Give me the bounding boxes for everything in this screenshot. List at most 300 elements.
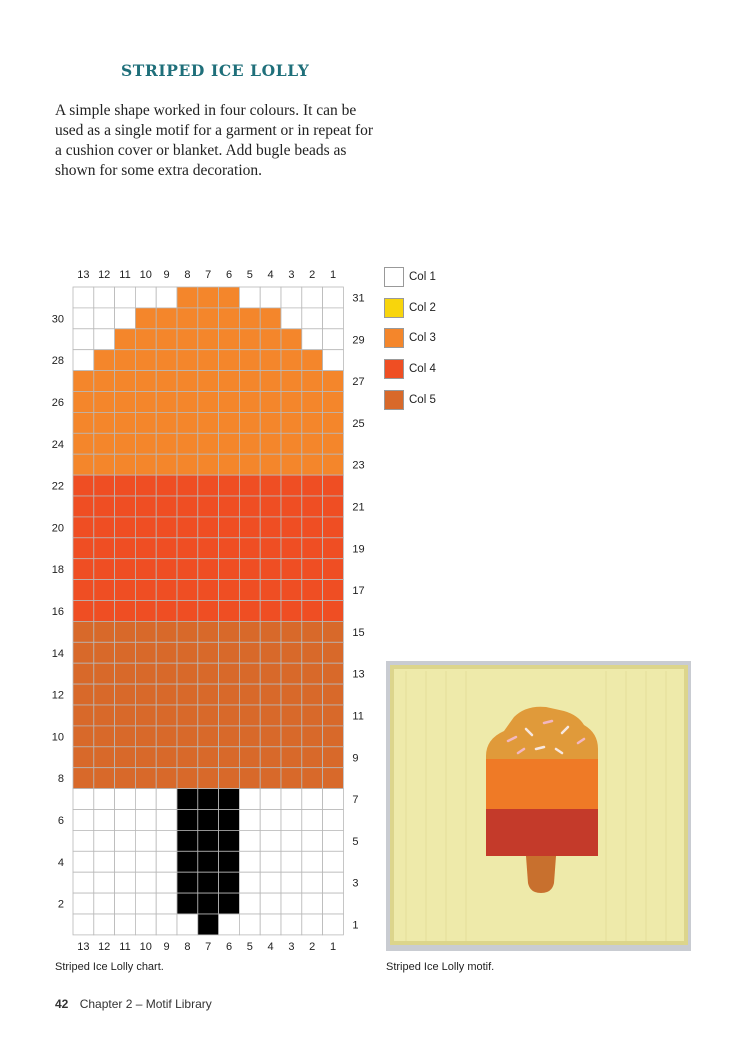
column-label: 4 <box>267 269 274 281</box>
chart-cell <box>219 747 240 768</box>
chart-cell <box>94 559 115 580</box>
column-label: 1 <box>329 269 337 281</box>
chart-cell <box>260 412 281 433</box>
chart-cell <box>115 329 136 350</box>
chart-cell <box>239 287 260 308</box>
chart-cell <box>94 308 115 329</box>
chart-cell <box>135 705 156 726</box>
legend-item <box>384 358 436 380</box>
column-label: 8 <box>184 940 191 953</box>
chart-cell <box>281 287 302 308</box>
chart-cell <box>94 642 115 663</box>
chart-cell <box>198 621 219 642</box>
chart-cell <box>260 601 281 622</box>
chart-cell <box>94 475 115 496</box>
chart-cell <box>73 392 94 413</box>
chart-cell <box>302 580 323 601</box>
chart-cell <box>94 789 115 810</box>
chart-cell <box>73 810 94 831</box>
chart-cell <box>73 663 94 684</box>
chart-cell <box>115 830 136 851</box>
chart-cell <box>219 559 240 580</box>
row-label: 25 <box>352 417 365 430</box>
chart-cell <box>115 287 136 308</box>
chart-cell <box>260 621 281 642</box>
chart-cell <box>156 663 177 684</box>
chart-cell <box>156 475 177 496</box>
row-label: 26 <box>51 396 64 409</box>
chart-cell <box>302 705 323 726</box>
chart-cell <box>281 538 302 559</box>
chart-cell <box>239 747 260 768</box>
chart-cell <box>135 872 156 893</box>
chart-cell <box>177 350 198 371</box>
chart-cell <box>219 851 240 872</box>
chart-cell <box>115 872 136 893</box>
chart-cell <box>302 810 323 831</box>
chart-cell <box>177 726 198 747</box>
chart-cell <box>94 872 115 893</box>
chart-cell <box>177 392 198 413</box>
chart-cell <box>73 726 94 747</box>
chart-cell <box>219 893 240 914</box>
chart-cell <box>156 684 177 705</box>
chart-cell <box>239 475 260 496</box>
chart-cell <box>156 851 177 872</box>
chart-cell <box>219 412 240 433</box>
row-label: 4 <box>57 856 64 869</box>
chart-cell <box>73 601 94 622</box>
legend-item <box>384 389 436 411</box>
chart-cell <box>115 810 136 831</box>
chart-cell <box>302 747 323 768</box>
column-label: 6 <box>225 269 233 281</box>
chart-cell <box>115 663 136 684</box>
chart-cell <box>198 496 219 517</box>
chart-cell <box>135 517 156 538</box>
chart-cell <box>156 642 177 663</box>
chart-cell <box>302 371 323 392</box>
chart-cell <box>281 747 302 768</box>
chart-cell <box>177 475 198 496</box>
legend-label: Col 3 <box>409 332 436 345</box>
column-label: 1 <box>329 940 337 953</box>
chart-cell <box>239 350 260 371</box>
chart-cell <box>115 914 136 935</box>
chart-cell <box>281 872 302 893</box>
chart-cell <box>239 726 260 747</box>
chart-cell <box>323 559 344 580</box>
chart-cell <box>281 789 302 810</box>
chart-cell <box>115 705 136 726</box>
legend-swatch <box>384 359 404 379</box>
chart-cell <box>219 663 240 684</box>
chart-cell <box>198 538 219 559</box>
chart-cell <box>94 350 115 371</box>
chart-cell <box>177 287 198 308</box>
chart-cell <box>198 705 219 726</box>
chart-cell <box>219 433 240 454</box>
chart-cell <box>73 580 94 601</box>
chart-cell <box>94 621 115 642</box>
chart-cell <box>302 559 323 580</box>
chart-cell <box>281 412 302 433</box>
chart-cell <box>115 412 136 433</box>
chart-cell <box>177 830 198 851</box>
chart-cell <box>281 433 302 454</box>
row-label: 18 <box>51 564 64 577</box>
chart-cell <box>219 287 240 308</box>
chart-cell <box>177 329 198 350</box>
chart-cell <box>135 621 156 642</box>
chart-cell <box>323 371 344 392</box>
chart-cell <box>177 789 198 810</box>
chart-cell <box>115 538 136 559</box>
chart-cell <box>239 893 260 914</box>
chart-cell <box>219 538 240 559</box>
chart-cell <box>323 538 344 559</box>
chart-cell <box>239 454 260 475</box>
chart-cell <box>260 454 281 475</box>
chart-cell <box>115 559 136 580</box>
chart-cell <box>302 538 323 559</box>
chart-cell <box>239 642 260 663</box>
row-label: 29 <box>352 334 365 347</box>
chart-cell <box>260 642 281 663</box>
chart-cell <box>239 412 260 433</box>
chart-cell <box>260 559 281 580</box>
chart-cell <box>73 747 94 768</box>
chart-cell <box>239 538 260 559</box>
chart-cell <box>94 454 115 475</box>
chart-cell <box>94 747 115 768</box>
row-label: 13 <box>352 668 365 681</box>
column-label: 13 <box>77 940 90 953</box>
row-label: 21 <box>352 501 365 514</box>
chart-cell <box>198 684 219 705</box>
chart-cell <box>198 475 219 496</box>
knitted-motif-photo <box>386 661 691 951</box>
chart-cell <box>198 830 219 851</box>
chart-cell <box>198 580 219 601</box>
chart-cell <box>260 350 281 371</box>
column-label: 11 <box>119 940 131 953</box>
chart-cell <box>198 350 219 371</box>
chart-cell <box>177 810 198 831</box>
chart-cell <box>260 789 281 810</box>
chart-cell <box>73 538 94 559</box>
chart-cell <box>260 308 281 329</box>
chart-cell <box>135 496 156 517</box>
chart-cell <box>219 789 240 810</box>
chart-cell <box>135 601 156 622</box>
chart-cell <box>94 830 115 851</box>
chart-cell <box>198 789 219 810</box>
chart-cell <box>302 496 323 517</box>
chart-cell <box>94 538 115 559</box>
legend-item <box>384 266 436 288</box>
row-label: 11 <box>352 710 364 723</box>
chart-cell <box>239 768 260 789</box>
chart-cell <box>135 580 156 601</box>
chart-cell <box>239 789 260 810</box>
chart-cell <box>323 580 344 601</box>
chart-cell <box>219 621 240 642</box>
chart-cell <box>302 851 323 872</box>
chart-cell <box>260 684 281 705</box>
chart-cell <box>156 412 177 433</box>
row-label: 10 <box>51 731 64 744</box>
chart-cell <box>323 642 344 663</box>
legend-label: Col 4 <box>409 363 436 376</box>
chart-cell <box>323 287 344 308</box>
chart-cell <box>115 580 136 601</box>
chart-cell <box>239 329 260 350</box>
chart-cell <box>302 350 323 371</box>
chapter-label: Chapter 2 – Motif Library <box>79 997 212 1011</box>
chart-cell <box>156 371 177 392</box>
chart-cell <box>156 350 177 371</box>
chart-cell <box>156 601 177 622</box>
chart-cell <box>323 726 344 747</box>
chart-cell <box>198 371 219 392</box>
column-label: 9 <box>163 940 170 953</box>
chart-cell <box>302 308 323 329</box>
chart-cell <box>73 371 94 392</box>
row-label: 8 <box>57 773 64 786</box>
chart-cell <box>177 454 198 475</box>
chart-cell <box>94 810 115 831</box>
chart-cell <box>302 621 323 642</box>
chart-cell <box>198 642 219 663</box>
chart-cell <box>219 726 240 747</box>
chart-cell <box>177 580 198 601</box>
chart-cell <box>302 872 323 893</box>
chart-cell <box>260 663 281 684</box>
chart-cell <box>156 496 177 517</box>
chart-cell <box>115 392 136 413</box>
column-label: 12 <box>98 269 111 281</box>
chart-cell <box>219 517 240 538</box>
chart-cell <box>177 559 198 580</box>
chart-cell <box>281 559 302 580</box>
chart-cell <box>135 538 156 559</box>
chart-cell <box>135 830 156 851</box>
chart-cell <box>219 350 240 371</box>
column-label: 11 <box>119 269 131 281</box>
chart-cell <box>281 851 302 872</box>
chart-cell <box>115 642 136 663</box>
chart-cell <box>94 914 115 935</box>
chart-cell <box>260 496 281 517</box>
chart-cell <box>156 726 177 747</box>
chart-cell <box>219 601 240 622</box>
chart-cell <box>323 350 344 371</box>
chart-cell <box>135 412 156 433</box>
chart-cell <box>135 642 156 663</box>
chart-cell <box>281 893 302 914</box>
chart-cell <box>115 496 136 517</box>
chart-cell <box>198 601 219 622</box>
chart-cell <box>281 350 302 371</box>
chart-cell <box>323 914 344 935</box>
chart-cell <box>219 496 240 517</box>
column-label: 4 <box>267 940 274 953</box>
chart-cell <box>94 726 115 747</box>
chart-cell <box>73 893 94 914</box>
chart-cell <box>156 517 177 538</box>
row-label: 5 <box>352 835 359 848</box>
chart-cell <box>156 433 177 454</box>
chart-cell <box>156 705 177 726</box>
row-label: 15 <box>352 626 365 639</box>
legend-swatch <box>384 328 404 348</box>
chart-cell <box>177 747 198 768</box>
chart-cell <box>323 601 344 622</box>
chart-cell <box>239 517 260 538</box>
chart-cell <box>73 433 94 454</box>
chart-cell <box>239 433 260 454</box>
chart-cell <box>115 601 136 622</box>
chart-cell <box>281 475 302 496</box>
chart-cell <box>302 893 323 914</box>
chart-cell <box>323 433 344 454</box>
chart-cell <box>219 642 240 663</box>
chart-cell <box>115 726 136 747</box>
chart-cell <box>219 914 240 935</box>
chart-cell <box>135 559 156 580</box>
chart-cell <box>302 329 323 350</box>
chart-cell <box>115 747 136 768</box>
chart-cell <box>323 705 344 726</box>
row-label: 30 <box>51 313 64 326</box>
chart-cell <box>198 893 219 914</box>
chart-cell <box>239 914 260 935</box>
chart-cell <box>135 371 156 392</box>
chart-cell <box>281 621 302 642</box>
chart-cell <box>281 392 302 413</box>
chart-cell <box>177 371 198 392</box>
chart-caption: Striped Ice Lolly chart. <box>55 961 164 973</box>
chart-cell <box>177 308 198 329</box>
row-label: 24 <box>51 438 64 451</box>
chart-cell <box>302 392 323 413</box>
chart-cell <box>239 663 260 684</box>
chart-cell <box>323 810 344 831</box>
chart-cell <box>73 684 94 705</box>
chart-cell <box>323 308 344 329</box>
chart-cell <box>198 433 219 454</box>
chart-cell <box>198 454 219 475</box>
chart-cell <box>73 789 94 810</box>
chart-cell <box>135 789 156 810</box>
chart-cell <box>281 454 302 475</box>
row-label: 7 <box>352 794 359 807</box>
chart-cell <box>156 392 177 413</box>
chart-cell <box>260 705 281 726</box>
intro-paragraph: A simple shape worked in four colours. It can be used as a single motif for a garment or in repeat for a cushion cover or blanket. Add bugle beads as shown for some extra decoration. <box>55 102 374 179</box>
column-label: 5 <box>246 940 253 953</box>
chart-cell <box>219 810 240 831</box>
chart-cell <box>135 287 156 308</box>
chart-cell <box>177 851 198 872</box>
chart-cell <box>94 412 115 433</box>
row-label: 1 <box>352 919 359 932</box>
chart-cell <box>198 559 219 580</box>
chart-cell <box>156 621 177 642</box>
chart-cell <box>73 329 94 350</box>
row-label: 22 <box>51 480 64 493</box>
chart-cell <box>219 705 240 726</box>
chart-cell <box>73 350 94 371</box>
chart-cell <box>156 914 177 935</box>
chart-cell <box>115 517 136 538</box>
column-label: 2 <box>309 269 316 281</box>
chart-cell <box>323 830 344 851</box>
chart-cell <box>177 517 198 538</box>
chart-cell <box>239 872 260 893</box>
legend-label: Col 5 <box>409 393 436 406</box>
chart-cell <box>177 872 198 893</box>
chart-cell <box>156 580 177 601</box>
chart-cell <box>73 496 94 517</box>
chart-cell <box>94 392 115 413</box>
row-label: 6 <box>57 814 64 827</box>
chart-cell <box>260 810 281 831</box>
chart-cell <box>219 371 240 392</box>
chart-cell <box>198 392 219 413</box>
chart-cell <box>302 684 323 705</box>
chart-cell <box>198 517 219 538</box>
chart-cell <box>156 893 177 914</box>
chart-cell <box>323 663 344 684</box>
chart-cell <box>219 768 240 789</box>
page-number: 42 <box>55 997 69 1011</box>
chart-cell <box>281 705 302 726</box>
chart-cell <box>239 580 260 601</box>
chart-cell <box>198 747 219 768</box>
legend-label: Col 1 <box>409 271 436 283</box>
chart-cell <box>135 475 156 496</box>
chart-cell <box>94 287 115 308</box>
chart-cell <box>94 705 115 726</box>
chart-cell <box>281 580 302 601</box>
chart-cell <box>135 329 156 350</box>
chart-cell <box>94 580 115 601</box>
chart-cell <box>198 810 219 831</box>
chart-cell <box>135 433 156 454</box>
row-label: 14 <box>51 647 64 660</box>
chart-cell <box>156 872 177 893</box>
chart-cell <box>198 308 219 329</box>
chart-cell <box>177 601 198 622</box>
chart-cell <box>323 893 344 914</box>
column-label: 12 <box>98 940 111 953</box>
chart-cell <box>198 663 219 684</box>
chart-cell <box>73 621 94 642</box>
chart-cell <box>73 412 94 433</box>
chart-cell <box>260 329 281 350</box>
chart-cell <box>73 287 94 308</box>
column-label: 8 <box>184 269 191 281</box>
chart-cell <box>156 538 177 559</box>
chart-cell <box>239 559 260 580</box>
row-label: 28 <box>51 355 64 368</box>
column-label: 13 <box>77 269 90 281</box>
chart-cell <box>281 830 302 851</box>
chart-cell <box>281 914 302 935</box>
legend-swatch <box>384 267 404 287</box>
